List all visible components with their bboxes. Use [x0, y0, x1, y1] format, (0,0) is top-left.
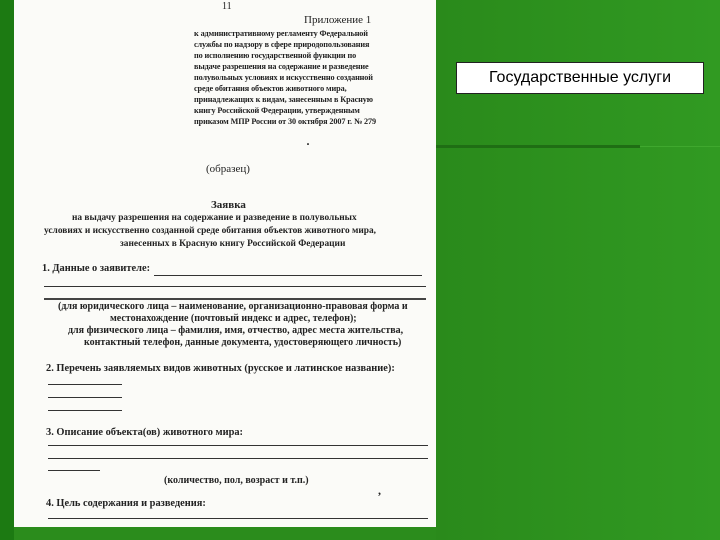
- appendix-line: книгу Российской Федерации, утвержденным: [194, 106, 360, 115]
- decorative-divider-thin: [640, 146, 720, 147]
- fill-line: [154, 275, 422, 276]
- appendix-line: выдаче разрешения на содержание и разведение: [194, 62, 369, 71]
- sample-label: (образец): [206, 163, 250, 175]
- section-3-heading: 3. Описание объекта(ов) животного мира:: [46, 427, 244, 438]
- fill-line: [44, 298, 426, 300]
- section-1-note: (для юридического лица – наименование, организационно-правовая форма и: [58, 301, 408, 312]
- section-1-note: для физического лица – фамилия, имя, отчество, адрес места жительства,: [68, 325, 404, 336]
- section-1-heading: 1. Данные о заявителе:: [42, 263, 151, 274]
- decorative-divider: [436, 145, 640, 148]
- scan-speck: ,: [378, 483, 381, 497]
- appendix-line: среде обитания объектов животного мира,: [194, 84, 347, 93]
- slide-left-strip: [0, 0, 14, 540]
- fill-line: [48, 458, 428, 459]
- section-1-note: местонахождение (почтовый индекс и адрес, телефон);: [110, 313, 357, 324]
- page-number: 11: [222, 1, 232, 12]
- fill-line: [48, 410, 122, 411]
- section-4-heading: 4. Цель содержания и разведения:: [46, 498, 206, 509]
- section-1-note: контактный телефон, данные документа, удостоверяющего личность): [84, 337, 402, 348]
- appendix-line: полувольных условиях и искусственно созданной: [194, 73, 373, 82]
- fill-line: [48, 384, 122, 385]
- scan-speck: ·: [306, 137, 311, 151]
- appendix-line: к административному регламенту Федеральной: [194, 29, 368, 38]
- document-title: Заявка: [211, 199, 246, 211]
- section-2-heading: 2. Перечень заявляемых видов животных (русское и латинское название):: [46, 363, 395, 374]
- fill-line: [48, 518, 428, 519]
- appendix-line: принадлежащих к видам, занесенным в Красную: [194, 95, 373, 104]
- fill-line: [48, 445, 428, 446]
- slide-title-label: Государственные услуги: [456, 62, 704, 94]
- document-subtitle-line: условиях и искусственно созданной среде обитания объектов животного мира,: [44, 226, 377, 236]
- fill-line: [44, 286, 426, 287]
- slide-bottom-band: [14, 527, 436, 540]
- appendix-line: службы по надзору в сфере природопользования: [194, 40, 370, 49]
- scanned-document-page: [14, 0, 436, 527]
- appendix-line: приказом МПР России от 30 октября 2007 г. № 279: [194, 117, 376, 126]
- document-subtitle-line: занесенных в Красную книгу Российской Федерации: [120, 239, 346, 249]
- appendix-line: по исполнению государственной функции по: [194, 51, 357, 60]
- document-subtitle-line: на выдачу разрешения на содержание и разведение в полувольных: [72, 213, 357, 223]
- fill-line: [48, 470, 100, 471]
- fill-line: [48, 397, 122, 398]
- appendix-title: Приложение 1: [304, 14, 372, 26]
- section-3-note: (количество, пол, возраст и т.п.): [164, 475, 309, 486]
